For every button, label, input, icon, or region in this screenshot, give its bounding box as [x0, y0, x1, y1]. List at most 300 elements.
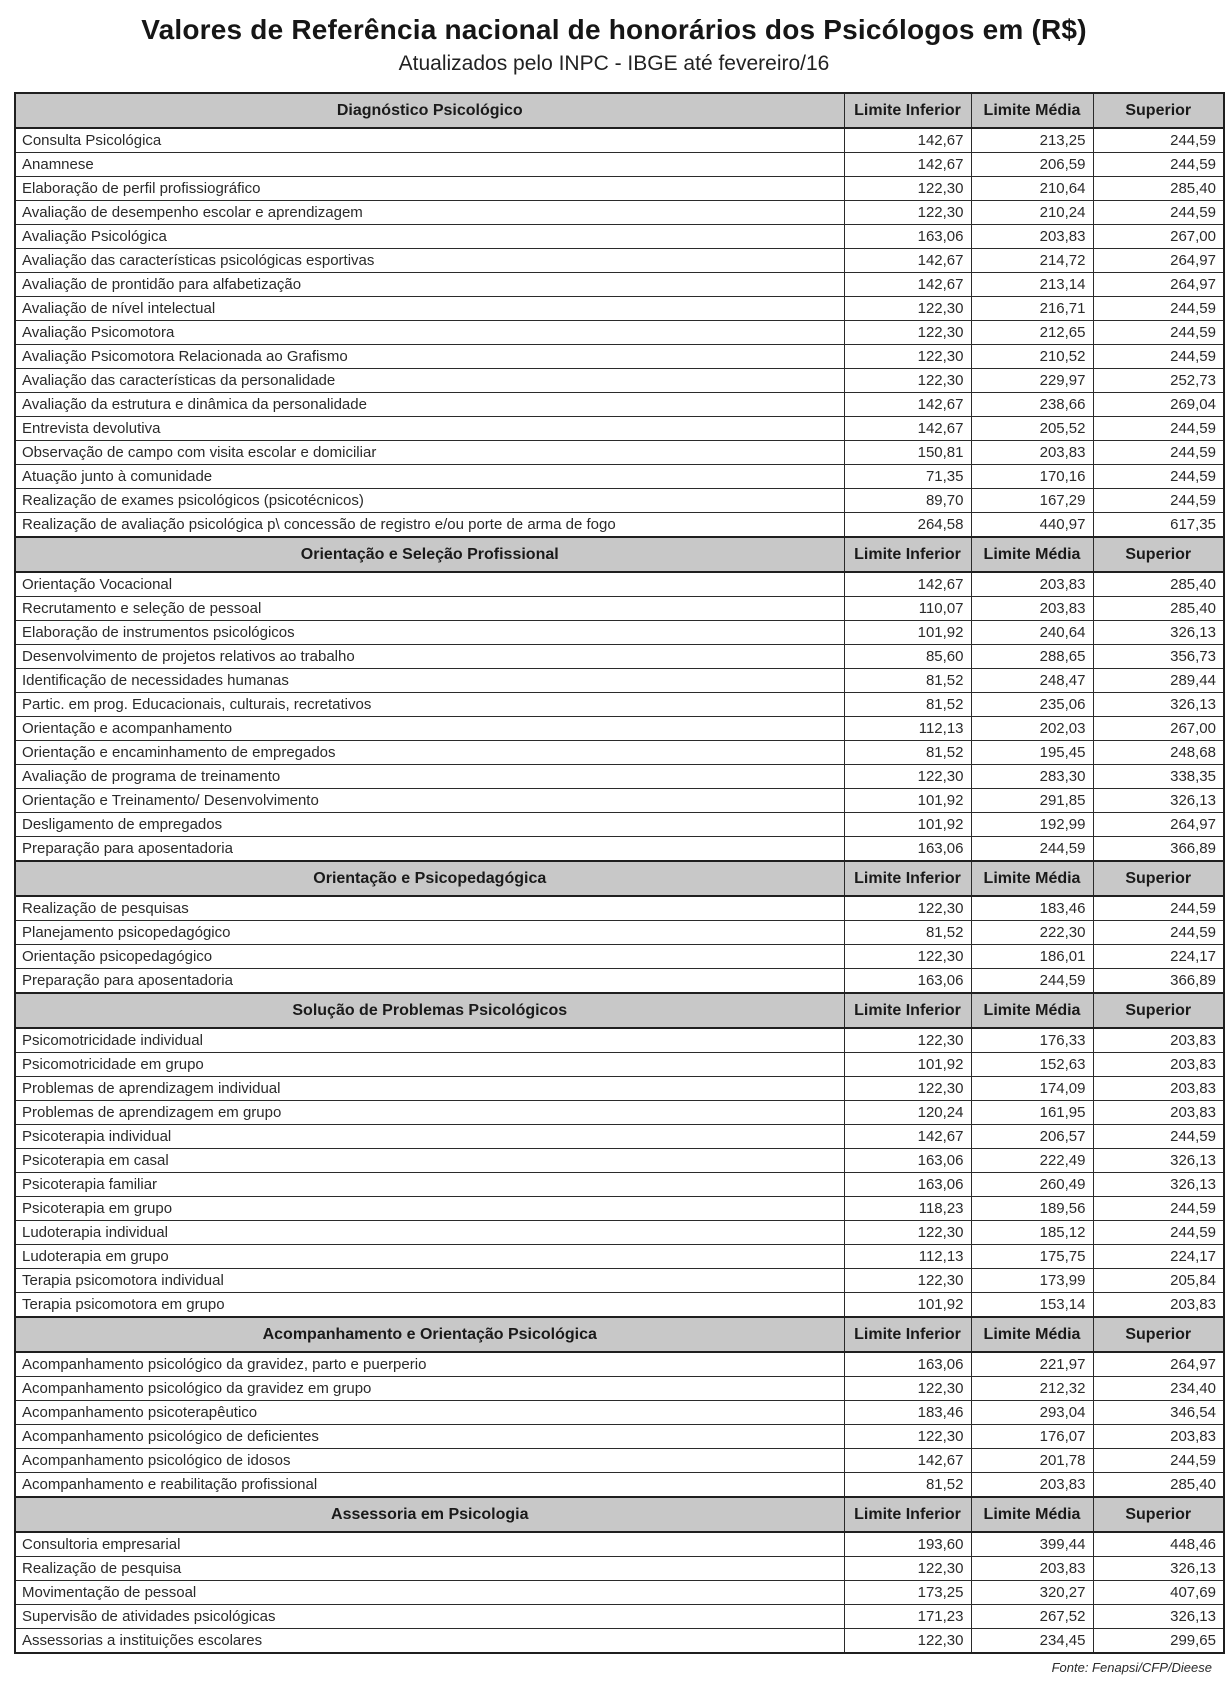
- value-limite-inferior: 173,25: [844, 1581, 971, 1605]
- value-limite-media: 161,95: [971, 1101, 1093, 1125]
- service-label: Preparação para aposentadoria: [15, 969, 844, 994]
- value-limite-inferior: 101,92: [844, 813, 971, 837]
- value-limite-media: 240,64: [971, 621, 1093, 645]
- value-limite-media: 214,72: [971, 249, 1093, 273]
- value-limite-media: 399,44: [971, 1532, 1093, 1557]
- table-row: [15, 153, 1224, 177]
- value-limite-media: 267,52: [971, 1605, 1093, 1629]
- table-row: [15, 369, 1224, 393]
- service-label: Psicoterapia em grupo: [15, 1197, 844, 1221]
- service-label: Orientação e Treinamento/ Desenvolvimento: [15, 789, 844, 813]
- column-header-limite-media: Limite Média: [971, 1497, 1093, 1532]
- value-superior: 244,59: [1093, 153, 1224, 177]
- section-title: Diagnóstico Psicológico: [15, 93, 844, 128]
- service-label: Avaliação das características da personalidade: [15, 369, 844, 393]
- value-superior: 244,59: [1093, 1449, 1224, 1473]
- table-row: [15, 417, 1224, 441]
- table-row: [15, 837, 1224, 862]
- table-row: [15, 1425, 1224, 1449]
- value-limite-inferior: 264,58: [844, 513, 971, 538]
- section-header-row: [15, 537, 1224, 572]
- table-row: [15, 489, 1224, 513]
- value-limite-media: 202,03: [971, 717, 1093, 741]
- table-row: [15, 297, 1224, 321]
- value-superior: 264,97: [1093, 1352, 1224, 1377]
- value-superior: 244,59: [1093, 321, 1224, 345]
- value-limite-media: 203,83: [971, 441, 1093, 465]
- service-label: Terapia psicomotora em grupo: [15, 1293, 844, 1318]
- value-limite-inferior: 81,52: [844, 741, 971, 765]
- value-limite-media: 203,83: [971, 597, 1093, 621]
- value-superior: 224,17: [1093, 1245, 1224, 1269]
- section-title: Acompanhamento e Orientação Psicológica: [15, 1317, 844, 1352]
- value-superior: 244,59: [1093, 417, 1224, 441]
- value-limite-inferior: 81,52: [844, 1473, 971, 1498]
- value-limite-media: 176,07: [971, 1425, 1093, 1449]
- fees-table-body: [15, 93, 1224, 1653]
- value-superior: 203,83: [1093, 1028, 1224, 1053]
- value-limite-inferior: 163,06: [844, 969, 971, 994]
- service-label: Elaboração de perfil profissiográfico: [15, 177, 844, 201]
- section-header-row: [15, 93, 1224, 128]
- table-row: [15, 273, 1224, 297]
- value-limite-media: 238,66: [971, 393, 1093, 417]
- service-label: Consultoria empresarial: [15, 1532, 844, 1557]
- value-limite-inferior: 112,13: [844, 1245, 971, 1269]
- value-limite-media: 203,83: [971, 1557, 1093, 1581]
- table-row: [15, 1532, 1224, 1557]
- service-label: Acompanhamento psicoterapêutico: [15, 1401, 844, 1425]
- value-superior: 203,83: [1093, 1101, 1224, 1125]
- column-header-limite-inferior: Limite Inferior: [844, 93, 971, 128]
- value-limite-media: 175,75: [971, 1245, 1093, 1269]
- value-superior: 244,59: [1093, 345, 1224, 369]
- service-label: Psicomotricidade em grupo: [15, 1053, 844, 1077]
- table-row: [15, 1077, 1224, 1101]
- value-superior: 203,83: [1093, 1293, 1224, 1318]
- value-superior: 203,83: [1093, 1077, 1224, 1101]
- page-title: Valores de Referência nacional de honorários dos Psicólogos em (R$): [141, 14, 1087, 45]
- column-header-superior: Superior: [1093, 861, 1224, 896]
- service-label: Ludoterapia em grupo: [15, 1245, 844, 1269]
- table-row: [15, 645, 1224, 669]
- value-limite-inferior: 142,67: [844, 393, 971, 417]
- section-header-row: [15, 1317, 1224, 1352]
- table-row: [15, 513, 1224, 538]
- value-limite-inferior: 122,30: [844, 1028, 971, 1053]
- page-subtitle: Atualizados pelo INPC - IBGE até fevereiro/16: [398, 52, 830, 75]
- value-superior: 264,97: [1093, 813, 1224, 837]
- table-row: [15, 1053, 1224, 1077]
- value-limite-media: 213,25: [971, 128, 1093, 153]
- value-limite-inferior: 163,06: [844, 837, 971, 862]
- value-superior: 203,83: [1093, 1425, 1224, 1449]
- service-label: Avaliação de desempenho escolar e aprendizagem: [15, 201, 844, 225]
- value-superior: 267,00: [1093, 717, 1224, 741]
- column-header-limite-inferior: Limite Inferior: [844, 537, 971, 572]
- service-label: Movimentação de pessoal: [15, 1581, 844, 1605]
- value-superior: 326,13: [1093, 693, 1224, 717]
- table-row: [15, 1605, 1224, 1629]
- value-limite-inferior: 122,30: [844, 177, 971, 201]
- value-limite-media: 186,01: [971, 945, 1093, 969]
- value-limite-media: 213,14: [971, 273, 1093, 297]
- value-limite-media: 206,59: [971, 153, 1093, 177]
- value-superior: 248,68: [1093, 741, 1224, 765]
- value-superior: 326,13: [1093, 621, 1224, 645]
- value-superior: 252,73: [1093, 369, 1224, 393]
- service-label: Psicoterapia familiar: [15, 1173, 844, 1197]
- value-superior: 366,89: [1093, 837, 1224, 862]
- value-limite-media: 183,46: [971, 896, 1093, 921]
- value-limite-inferior: 118,23: [844, 1197, 971, 1221]
- table-row: [15, 1473, 1224, 1498]
- value-limite-inferior: 142,67: [844, 1125, 971, 1149]
- value-superior: 326,13: [1093, 1605, 1224, 1629]
- service-label: Preparação para aposentadoria: [15, 837, 844, 862]
- table-row: [15, 813, 1224, 837]
- table-row: [15, 128, 1224, 153]
- value-superior: 244,59: [1093, 465, 1224, 489]
- value-limite-media: 222,49: [971, 1149, 1093, 1173]
- column-header-limite-media: Limite Média: [971, 1317, 1093, 1352]
- service-label: Realização de pesquisa: [15, 1557, 844, 1581]
- column-header-limite-inferior: Limite Inferior: [844, 861, 971, 896]
- table-row: [15, 225, 1224, 249]
- table-row: [15, 572, 1224, 597]
- value-limite-inferior: 89,70: [844, 489, 971, 513]
- value-superior: 244,59: [1093, 441, 1224, 465]
- table-row: [15, 621, 1224, 645]
- service-label: Atuação junto à comunidade: [15, 465, 844, 489]
- column-header-limite-inferior: Limite Inferior: [844, 1317, 971, 1352]
- section-title: Orientação e Seleção Profissional: [15, 537, 844, 572]
- value-superior: 224,17: [1093, 945, 1224, 969]
- value-limite-inferior: 122,30: [844, 1077, 971, 1101]
- value-superior: 326,13: [1093, 1173, 1224, 1197]
- service-label: Realização de pesquisas: [15, 896, 844, 921]
- value-superior: 264,97: [1093, 249, 1224, 273]
- table-row: [15, 465, 1224, 489]
- value-limite-inferior: 122,30: [844, 345, 971, 369]
- value-superior: 448,46: [1093, 1532, 1224, 1557]
- value-superior: 244,59: [1093, 297, 1224, 321]
- service-label: Orientação psicopedagógico: [15, 945, 844, 969]
- service-label: Avaliação da estrutura e dinâmica da personalidade: [15, 393, 844, 417]
- service-label: Avaliação de prontidão para alfabetização: [15, 273, 844, 297]
- table-row: [15, 1245, 1224, 1269]
- value-limite-inferior: 122,30: [844, 201, 971, 225]
- column-header-limite-inferior: Limite Inferior: [844, 993, 971, 1028]
- table-row: [15, 969, 1224, 994]
- value-superior: 244,59: [1093, 1221, 1224, 1245]
- value-limite-inferior: 122,30: [844, 1425, 971, 1449]
- column-header-superior: Superior: [1093, 1497, 1224, 1532]
- value-limite-media: 283,30: [971, 765, 1093, 789]
- value-limite-inferior: 142,67: [844, 128, 971, 153]
- table-row: [15, 1401, 1224, 1425]
- value-superior: 244,59: [1093, 921, 1224, 945]
- value-superior: 244,59: [1093, 1125, 1224, 1149]
- value-limite-inferior: 110,07: [844, 597, 971, 621]
- value-superior: 356,73: [1093, 645, 1224, 669]
- service-label: Supervisão de atividades psicológicas: [15, 1605, 844, 1629]
- value-limite-inferior: 150,81: [844, 441, 971, 465]
- section-header-row: [15, 993, 1224, 1028]
- service-label: Acompanhamento psicológico de idosos: [15, 1449, 844, 1473]
- value-limite-media: 216,71: [971, 297, 1093, 321]
- value-superior: 299,65: [1093, 1629, 1224, 1654]
- value-superior: 326,13: [1093, 789, 1224, 813]
- value-limite-inferior: 142,67: [844, 572, 971, 597]
- value-limite-media: 201,78: [971, 1449, 1093, 1473]
- value-limite-media: 229,97: [971, 369, 1093, 393]
- service-label: Realização de exames psicológicos (psicotécnicos): [15, 489, 844, 513]
- service-label: Avaliação Psicomotora Relacionada ao Grafismo: [15, 345, 844, 369]
- value-limite-inferior: 122,30: [844, 1221, 971, 1245]
- service-label: Assessorias a instituições escolares: [15, 1629, 844, 1654]
- value-superior: 205,84: [1093, 1269, 1224, 1293]
- column-header-superior: Superior: [1093, 993, 1224, 1028]
- value-limite-inferior: 101,92: [844, 789, 971, 813]
- value-limite-inferior: 183,46: [844, 1401, 971, 1425]
- service-label: Avaliação Psicomotora: [15, 321, 844, 345]
- value-limite-media: 205,52: [971, 417, 1093, 441]
- service-label: Psicomotricidade individual: [15, 1028, 844, 1053]
- value-limite-media: 212,32: [971, 1377, 1093, 1401]
- value-limite-inferior: 142,67: [844, 1449, 971, 1473]
- fees-table: [14, 92, 1225, 1654]
- table-row: [15, 945, 1224, 969]
- value-limite-media: 320,27: [971, 1581, 1093, 1605]
- value-limite-inferior: 142,67: [844, 417, 971, 441]
- value-limite-inferior: 122,30: [844, 1269, 971, 1293]
- table-row: [15, 345, 1224, 369]
- value-superior: 338,35: [1093, 765, 1224, 789]
- value-limite-inferior: 101,92: [844, 1293, 971, 1318]
- value-superior: 267,00: [1093, 225, 1224, 249]
- table-row: [15, 1149, 1224, 1173]
- value-limite-media: 203,83: [971, 1473, 1093, 1498]
- service-label: Recrutamento e seleção de pessoal: [15, 597, 844, 621]
- value-limite-inferior: 122,30: [844, 1377, 971, 1401]
- service-label: Avaliação de nível intelectual: [15, 297, 844, 321]
- service-label: Acompanhamento e reabilitação profissional: [15, 1473, 844, 1498]
- value-limite-inferior: 122,30: [844, 765, 971, 789]
- value-limite-inferior: 193,60: [844, 1532, 971, 1557]
- table-row: [15, 1581, 1224, 1605]
- service-label: Realização de avaliação psicológica p\ concessão de registro e/ou porte de arma de fogo: [15, 513, 844, 538]
- value-limite-media: 212,65: [971, 321, 1093, 345]
- value-limite-media: 440,97: [971, 513, 1093, 538]
- table-row: [15, 201, 1224, 225]
- column-header-limite-inferior: Limite Inferior: [844, 1497, 971, 1532]
- value-limite-inferior: 81,52: [844, 921, 971, 945]
- table-row: [15, 896, 1224, 921]
- section-header-row: [15, 1497, 1224, 1532]
- value-limite-media: 167,29: [971, 489, 1093, 513]
- value-limite-media: 174,09: [971, 1077, 1093, 1101]
- value-superior: 346,54: [1093, 1401, 1224, 1425]
- table-row: [15, 789, 1224, 813]
- value-limite-media: 192,99: [971, 813, 1093, 837]
- value-limite-inferior: 122,30: [844, 369, 971, 393]
- table-row: [15, 717, 1224, 741]
- section-title: Solução de Problemas Psicológicos: [15, 993, 844, 1028]
- value-limite-inferior: 122,30: [844, 896, 971, 921]
- value-superior: 203,83: [1093, 1053, 1224, 1077]
- value-limite-media: 288,65: [971, 645, 1093, 669]
- value-superior: 244,59: [1093, 128, 1224, 153]
- value-limite-inferior: 142,67: [844, 273, 971, 297]
- table-row: [15, 1125, 1224, 1149]
- value-superior: 244,59: [1093, 201, 1224, 225]
- service-label: Problemas de aprendizagem individual: [15, 1077, 844, 1101]
- value-limite-inferior: 85,60: [844, 645, 971, 669]
- value-superior: 244,59: [1093, 1197, 1224, 1221]
- value-limite-media: 203,83: [971, 225, 1093, 249]
- table-row: [15, 1221, 1224, 1245]
- table-row: [15, 921, 1224, 945]
- value-superior: 617,35: [1093, 513, 1224, 538]
- table-row: [15, 1377, 1224, 1401]
- value-limite-inferior: 81,52: [844, 669, 971, 693]
- value-limite-media: 244,59: [971, 837, 1093, 862]
- value-limite-inferior: 122,30: [844, 321, 971, 345]
- value-limite-inferior: 122,30: [844, 297, 971, 321]
- table-row: [15, 1269, 1224, 1293]
- value-limite-media: 203,83: [971, 572, 1093, 597]
- value-limite-media: 210,24: [971, 201, 1093, 225]
- value-limite-inferior: 163,06: [844, 1149, 971, 1173]
- value-limite-media: 244,59: [971, 969, 1093, 994]
- value-limite-inferior: 142,67: [844, 153, 971, 177]
- value-limite-media: 185,12: [971, 1221, 1093, 1245]
- value-superior: 285,40: [1093, 572, 1224, 597]
- service-label: Identificação de necessidades humanas: [15, 669, 844, 693]
- service-label: Orientação e acompanhamento: [15, 717, 844, 741]
- service-label: Avaliação das características psicológicas esportivas: [15, 249, 844, 273]
- service-label: Orientação e encaminhamento de empregados: [15, 741, 844, 765]
- table-row: [15, 741, 1224, 765]
- service-label: Acompanhamento psicológico da gravidez, parto e puerperio: [15, 1352, 844, 1377]
- column-header-limite-media: Limite Média: [971, 861, 1093, 896]
- table-row: [15, 1197, 1224, 1221]
- service-label: Acompanhamento psicológico de deficientes: [15, 1425, 844, 1449]
- table-row: [15, 597, 1224, 621]
- value-limite-media: 173,99: [971, 1269, 1093, 1293]
- table-row: [15, 1449, 1224, 1473]
- service-label: Entrevista devolutiva: [15, 417, 844, 441]
- service-label: Desligamento de empregados: [15, 813, 844, 837]
- value-superior: 285,40: [1093, 1473, 1224, 1498]
- service-label: Anamnese: [15, 153, 844, 177]
- value-limite-media: 189,56: [971, 1197, 1093, 1221]
- section-header-row: [15, 861, 1224, 896]
- value-superior: 269,04: [1093, 393, 1224, 417]
- value-superior: 326,13: [1093, 1149, 1224, 1173]
- value-limite-media: 293,04: [971, 1401, 1093, 1425]
- table-row: [15, 765, 1224, 789]
- value-superior: 285,40: [1093, 177, 1224, 201]
- value-limite-media: 195,45: [971, 741, 1093, 765]
- table-row: [15, 393, 1224, 417]
- service-label: Elaboração de instrumentos psicológicos: [15, 621, 844, 645]
- value-limite-inferior: 163,06: [844, 225, 971, 249]
- table-row: [15, 321, 1224, 345]
- value-limite-inferior: 122,30: [844, 1557, 971, 1581]
- value-limite-inferior: 81,52: [844, 693, 971, 717]
- value-limite-inferior: 122,30: [844, 1629, 971, 1654]
- value-limite-media: 206,57: [971, 1125, 1093, 1149]
- value-limite-inferior: 163,06: [844, 1352, 971, 1377]
- table-row: [15, 177, 1224, 201]
- value-superior: 234,40: [1093, 1377, 1224, 1401]
- column-header-superior: Superior: [1093, 537, 1224, 572]
- value-limite-media: 235,06: [971, 693, 1093, 717]
- value-limite-inferior: 71,35: [844, 465, 971, 489]
- table-row: [15, 249, 1224, 273]
- value-limite-inferior: 142,67: [844, 249, 971, 273]
- value-superior: 326,13: [1093, 1557, 1224, 1581]
- service-label: Ludoterapia individual: [15, 1221, 844, 1245]
- value-limite-inferior: 101,92: [844, 1053, 971, 1077]
- value-superior: 285,40: [1093, 597, 1224, 621]
- table-row: [15, 669, 1224, 693]
- column-header-superior: Superior: [1093, 93, 1224, 128]
- service-label: Psicoterapia em casal: [15, 1149, 844, 1173]
- table-row: [15, 1101, 1224, 1125]
- value-limite-media: 260,49: [971, 1173, 1093, 1197]
- table-row: [15, 693, 1224, 717]
- value-limite-media: 170,16: [971, 465, 1093, 489]
- value-limite-media: 152,63: [971, 1053, 1093, 1077]
- service-label: Orientação Vocacional: [15, 572, 844, 597]
- value-superior: 264,97: [1093, 273, 1224, 297]
- value-limite-media: 153,14: [971, 1293, 1093, 1318]
- value-limite-media: 222,30: [971, 921, 1093, 945]
- value-limite-media: 234,45: [971, 1629, 1093, 1654]
- service-label: Acompanhamento psicológico da gravidez em grupo: [15, 1377, 844, 1401]
- table-row: [15, 1173, 1224, 1197]
- table-row: [15, 1293, 1224, 1318]
- value-superior: 244,59: [1093, 896, 1224, 921]
- value-superior: 289,44: [1093, 669, 1224, 693]
- service-label: Consulta Psicológica: [15, 128, 844, 153]
- value-limite-inferior: 101,92: [844, 621, 971, 645]
- table-row: [15, 1352, 1224, 1377]
- column-header-limite-media: Limite Média: [971, 93, 1093, 128]
- value-limite-inferior: 171,23: [844, 1605, 971, 1629]
- service-label: Psicoterapia individual: [15, 1125, 844, 1149]
- value-superior: 407,69: [1093, 1581, 1224, 1605]
- value-limite-media: 210,52: [971, 345, 1093, 369]
- section-title: Orientação e Psicopedagógica: [15, 861, 844, 896]
- table-row: [15, 441, 1224, 465]
- table-row: [15, 1557, 1224, 1581]
- value-limite-media: 221,97: [971, 1352, 1093, 1377]
- value-limite-media: 291,85: [971, 789, 1093, 813]
- value-limite-inferior: 163,06: [844, 1173, 971, 1197]
- service-label: Observação de campo com visita escolar e domiciliar: [15, 441, 844, 465]
- value-superior: 366,89: [1093, 969, 1224, 994]
- value-superior: 244,59: [1093, 489, 1224, 513]
- column-header-superior: Superior: [1093, 1317, 1224, 1352]
- service-label: Terapia psicomotora individual: [15, 1269, 844, 1293]
- section-title: Assessoria em Psicologia: [15, 1497, 844, 1532]
- value-limite-inferior: 120,24: [844, 1101, 971, 1125]
- service-label: Partic. em prog. Educacionais, culturais, recretativos: [15, 693, 844, 717]
